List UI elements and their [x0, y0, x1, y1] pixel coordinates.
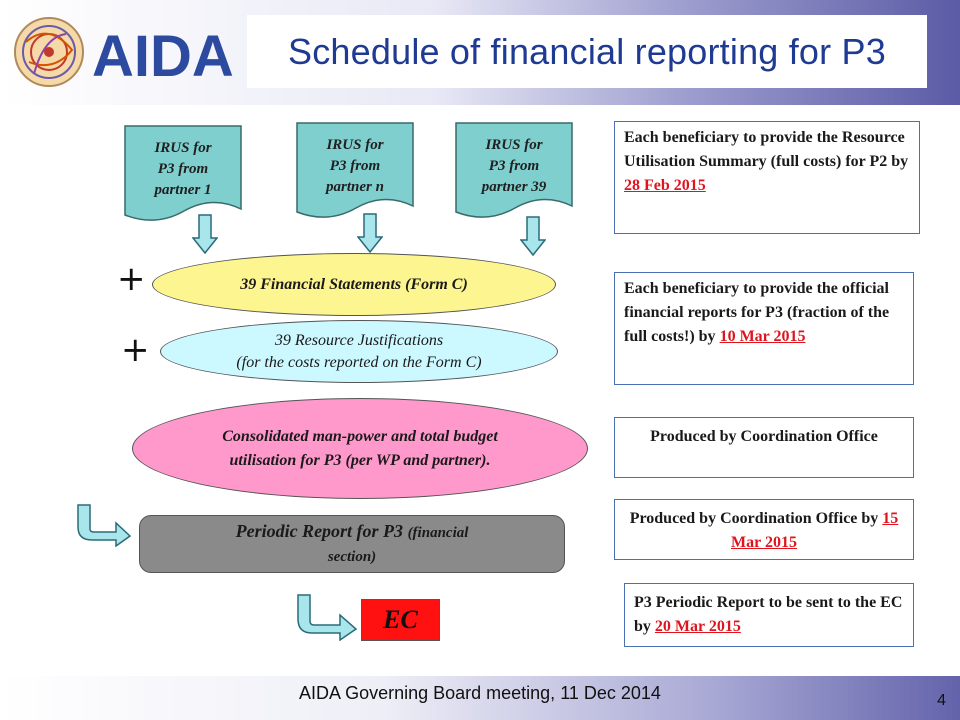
page-number: 4 [937, 692, 946, 709]
title-box [247, 15, 927, 88]
irus-doc-label: IRUS for P3 from partner 39 [481, 136, 547, 195]
footer-text: AIDA Governing Board meeting, 11 Dec 2014 [299, 683, 661, 703]
consolidated-ellipse [132, 398, 588, 499]
consolidated-line1: Consolidated man-power and total budget [222, 427, 498, 445]
down-arrow-icon [357, 213, 383, 253]
irus-doc-partner-39 [455, 122, 573, 224]
plus-sign: + [121, 330, 150, 370]
plus-sign: + [117, 259, 146, 299]
down-arrow-icon [192, 214, 218, 254]
aida-logo [4, 12, 254, 92]
periodic-report-subtitle: (financial [407, 525, 469, 541]
note-date: 28 Feb 2015 [624, 177, 706, 194]
resource-justifications-line1: 39 Resource Justifications [274, 331, 444, 349]
note-date: 10 Mar 2015 [719, 328, 806, 345]
periodic-report-box [139, 515, 565, 573]
note-text: Produced by Coordination Office by [629, 510, 883, 527]
note-coordination-office [614, 417, 914, 478]
ec-box [361, 599, 440, 641]
periodic-report-title: Periodic Report for P3 [235, 521, 408, 541]
page-title: Schedule of financial reporting for P3 [288, 30, 886, 72]
logo-text: AIDA [92, 24, 234, 89]
irus-doc-label: IRUS for P3 from partner 1 [154, 139, 212, 198]
consolidated-line2: utilisation for P3 (per WP and partner). [229, 451, 491, 469]
note-resource-utilisation [614, 121, 920, 234]
periodic-report-section: section) [327, 549, 377, 565]
financial-statements-ellipse [152, 253, 556, 316]
curved-arrow-icon [296, 593, 358, 641]
note-date: 20 Mar 2015 [654, 618, 741, 635]
note-ec-deadline [624, 583, 914, 647]
note-text: P3 Periodic Report to be sent to the EC by [634, 594, 903, 635]
irus-doc-partner-1 [124, 125, 242, 227]
ec-label: EC [383, 605, 418, 634]
note-text: Each beneficiary to provide the official financial reports for P3 (fraction of the full costs!) by [624, 280, 890, 345]
note-financial-reports [614, 272, 914, 385]
resource-justifications-ellipse [160, 320, 558, 383]
financial-statements-label: 39 Financial Statements (Form C) [240, 275, 468, 293]
down-arrow-icon [520, 216, 546, 256]
note-coordination-deadline [614, 499, 914, 560]
note-text: Produced by Coordination Office [650, 428, 878, 445]
resource-justifications-line2: (for the costs reported on the Form C) [236, 353, 482, 371]
irus-doc-label: IRUS for P3 from partner n [326, 136, 384, 195]
irus-doc-partner-n [296, 122, 414, 224]
curved-arrow-icon [76, 503, 132, 547]
note-text: Each beneficiary to provide the Resource Utilisation Summary (full costs) for P2 by [624, 129, 909, 170]
note-date: 15 Mar 2015 [731, 510, 899, 551]
